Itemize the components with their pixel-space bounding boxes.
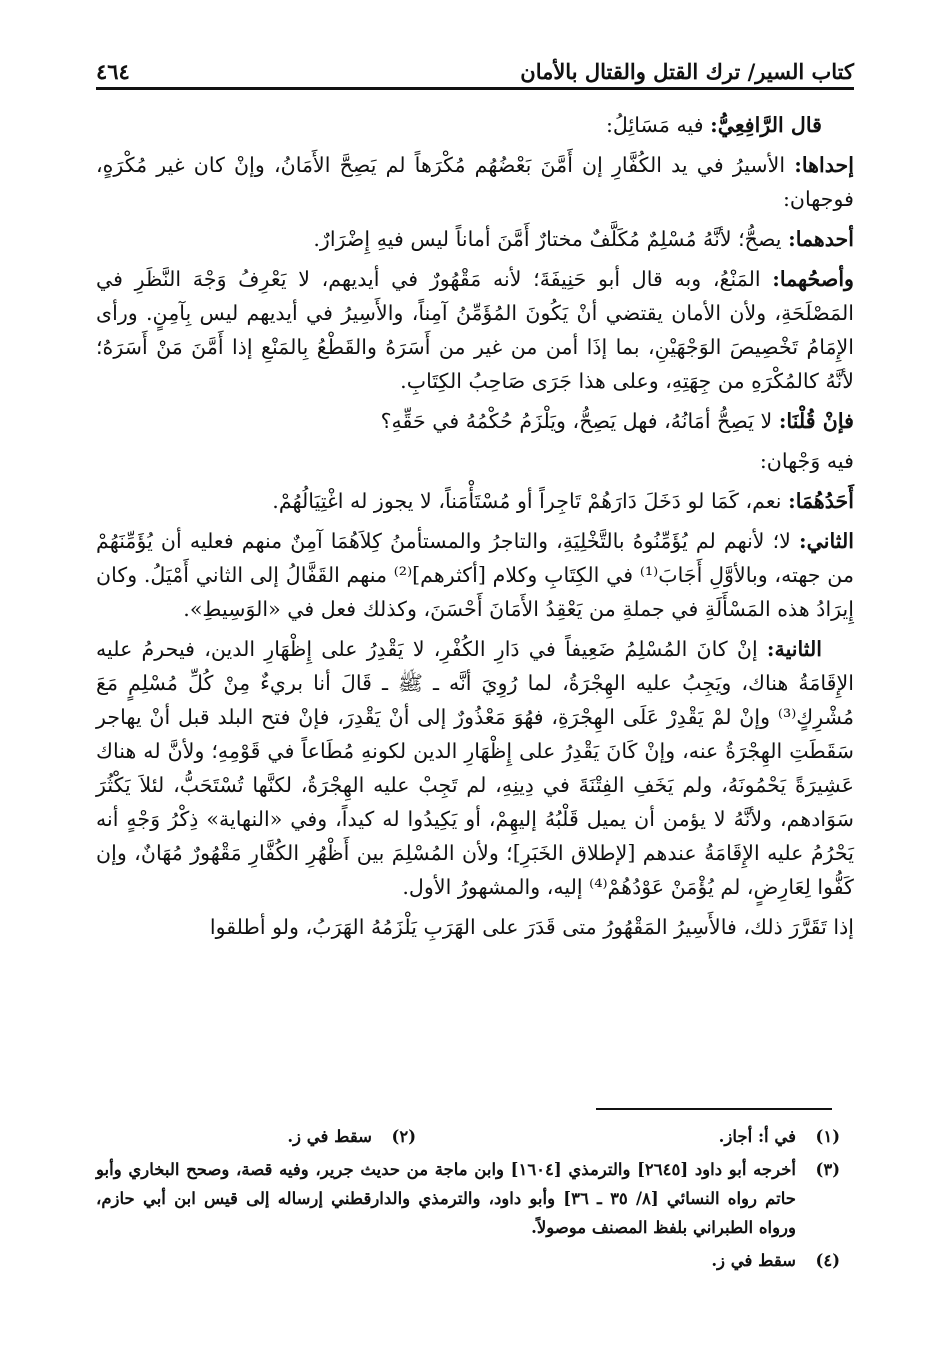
main-text — [96, 108, 854, 950]
footnote-text: سقط في ز. — [287, 1127, 372, 1146]
paragraph-text: إذا تَقَرَّرَ ذلك، فالأَسِيرُ المَقْهُورُ متى قَدَرَ على الهَرَبِ يَلْزَمُهُ الهَرَبُ، ولو أطلقوا — [209, 915, 854, 939]
page-number: ٤٦٤ — [96, 59, 130, 84]
paragraph-lead: أحدهما: — [788, 227, 854, 251]
footnote-row — [96, 1246, 840, 1275]
paragraph-text: يصحُّ؛ لأنَّهُ مُسْلِمٌ مُكَلَّفٌ مختارٌ أَمَّنَ أماناً ليس فيهِ إِضْرَارٌ. — [313, 227, 789, 251]
paragraph — [96, 444, 854, 478]
footnote-number: (٤) — [815, 1251, 840, 1270]
paragraph-lead: الثاني: — [799, 529, 854, 553]
footnote-number: (٣) — [815, 1160, 840, 1179]
paragraph — [96, 262, 854, 398]
paragraph-lead: وأصحُهما: — [772, 267, 854, 291]
paragraph — [96, 108, 854, 142]
paragraph — [96, 524, 854, 626]
paragraph-text: فيه وَجْهان: — [759, 449, 854, 473]
footnote-text: سقط في ز. — [711, 1251, 796, 1270]
paragraph-text: لا يَصِحُّ أمَانُهُ، فهل يَصِحُّ، ويَلْزَمُ حُكْمُهُ في حَقِّهِ؟ — [380, 409, 779, 433]
footnote-row — [96, 1155, 840, 1242]
paragraph — [96, 910, 854, 944]
header-rule — [96, 87, 854, 90]
paragraph-lead: إحداها: — [794, 153, 854, 177]
footnote-number: (١) — [815, 1127, 840, 1146]
footnote-text: أخرجه أبو داود [٢٦٤٥] والترمذي [١٦٠٤] وابن ماجة من حديث جرير، وفيه قصة، وصحح البخاري وأبو حاتم رواه النسائي [٨/ ٣٥ ـ ٣٦] وأبو داود، والترمذي والدارقطني إرساله إلى قيس ابن أبي حازم، ورواه الطبراني بلفظ المصنف موصولاً. — [96, 1160, 796, 1237]
footnote-number: (٢) — [391, 1127, 416, 1146]
paragraph — [96, 404, 854, 438]
footnote-row — [96, 1122, 840, 1151]
paragraph-text: نعم، كَمَا لو دَخَلَ دَارَهُمْ تَاجِراً أو مُسْتَأْمَناً، لا يجوز له اغْتِيَالُهُمْ. — [272, 489, 789, 513]
paragraph — [96, 484, 854, 518]
paragraph-text: فيه مَسَائِلُ: — [605, 113, 711, 137]
paragraph-lead: أَحَدُهُمَا: — [788, 489, 854, 513]
paragraph-text: المَنْعُ، وبه قال أبو حَنِيفَةَ؛ لأنه مَقْهُورٌ في أيديهم، لا يَعْرِفُ وَجْهَ النَّظَرِ في المَصْلَحَةِ، ولأن الأمان يقتضي أنْ يَكُونَ المُؤَمِّنُ آمِناً، والأَسِيرُ في أيديهم ليس بِآمِنٍ. ورأى الإِمَامُ تَخْصِيصَ الوَجْهَيْنِ، بما إذَا أمن من غير من أَسَرَهُ والقَطْعُ بِالمَنْعِ إذا أَمَّنَ مَنْ أَسَرَهُ؛ لأنَّهُ كالمُكْرَهِ من جِهَتِهِ، وعلى هذا جَرَى صَاحِبُ الكِتَابِ. — [96, 267, 854, 393]
paragraph-lead: قال الرَّافِعِيُّ: — [710, 113, 822, 137]
paragraph — [96, 222, 854, 256]
paragraph-text: لا؛ لأنهم لم يُؤَمِّنُوهُ بالتَّخْلِيَةِ، والتاجرُ والمستأمنُ كِلاَهُمَا آمِنٌ منهم فعليه أن يُؤَمِّنَهُمْ من جهته، وبالأوَّلِ أَجَابَ⁽¹⁾ في الكِتَابِ وكلام [أكثرهم]⁽²⁾ منهم القَفَّالُ إلى الثاني أَمْيَلُ. وكان إِيرَادُ هذه المَسْأَلَةِ في جملةِ من يَعْقِدُ الأَمَانَ أَحْسَنَ، وكذلك فعل في «الوَسِيطِ». — [96, 529, 854, 621]
paragraph-text: إنْ كانَ المُسْلِمُ ضَعِيفاً في دَارِ الكُفْرِ، لا يَقْدِرُ على إِظْهَارِ الدين، فيحرمُ عليه الإِقَامَةُ هناك، ويَجِبُ عليه الهِجْرَةُ، لما رُوِيَ أنَّه ـ ﷺ ـ قَالَ أنا بريءٌ مِنْ كُلِّ مُسْلِمٍ مَعَ مُشْرِكٍ⁽³⁾ وإنْ لمْ يَقْدِرْ عَلَى الهِجْرَةِ، فهُوَ مَعْذُورٌ إلى أنْ يَقْدِرَ، فإنْ فتح البلد قبل أنْ يهاجر سَقَطَتِ الهِجْرَةُ عنه، وإنْ كَانَ يَقْدِرُ على إِظْهَارِ الدين لكونهِ مُطَاعاً في قَوْمِهِ؛ ولأنَّ له هناك عَشِيرَةً يَحْمُونَهُ، ولم يَخَفِ الفِتْنَةَ في دِينِهِ، لم تَجِبْ عليه الهِجْرَةُ، لكنَّها تُسْتَحَبُّ، لئلاَ يَكْثُرَ سَوَادهم، ولأنَّهُ لا يؤمن أن يميل قَلْبُهُ إليهِمْ، أو يَكِيدُوا له كيداً، وفي «النهاية» ذِكْرُ وَجْهٍ أنه يَحْرُمُ عليه الإِقَامَةُ عندهم [لإطلاق الخَبَرِ]؛ ولأن المُسْلِمَ بين أَظْهُرِ الكُفَّارِ مَقْهُورٌ مُهَانٌ، وإن كَفُّوا لِعَارِضٍ، لم يُؤْمَنْ عَوْدُهُمْ⁽⁴⁾ إليه، والمشهورُ الأول. — [96, 637, 854, 899]
paragraph — [96, 148, 854, 216]
footnotes — [96, 1122, 840, 1275]
paragraph — [96, 632, 854, 904]
footnote-text: في أ: أجاز. — [718, 1127, 796, 1146]
running-title: كتاب السير/ ترك القتل والقتال بالأمان — [520, 59, 854, 84]
footnote-rule — [596, 1108, 832, 1110]
paragraph-lead: الثانية: — [766, 637, 822, 661]
page-header — [96, 40, 854, 84]
paragraph-lead: فإنْ قُلْنَا: — [778, 409, 854, 433]
paragraph-text: الأسيرُ في يد الكُفَّارِ إن أَمَّنَ بَعْضُهُم مُكْرَهاً لم يَصِحَّ الأَمَانُ، وإنْ كان غير مُكْرَهٍ، فوجهان: — [96, 153, 854, 211]
